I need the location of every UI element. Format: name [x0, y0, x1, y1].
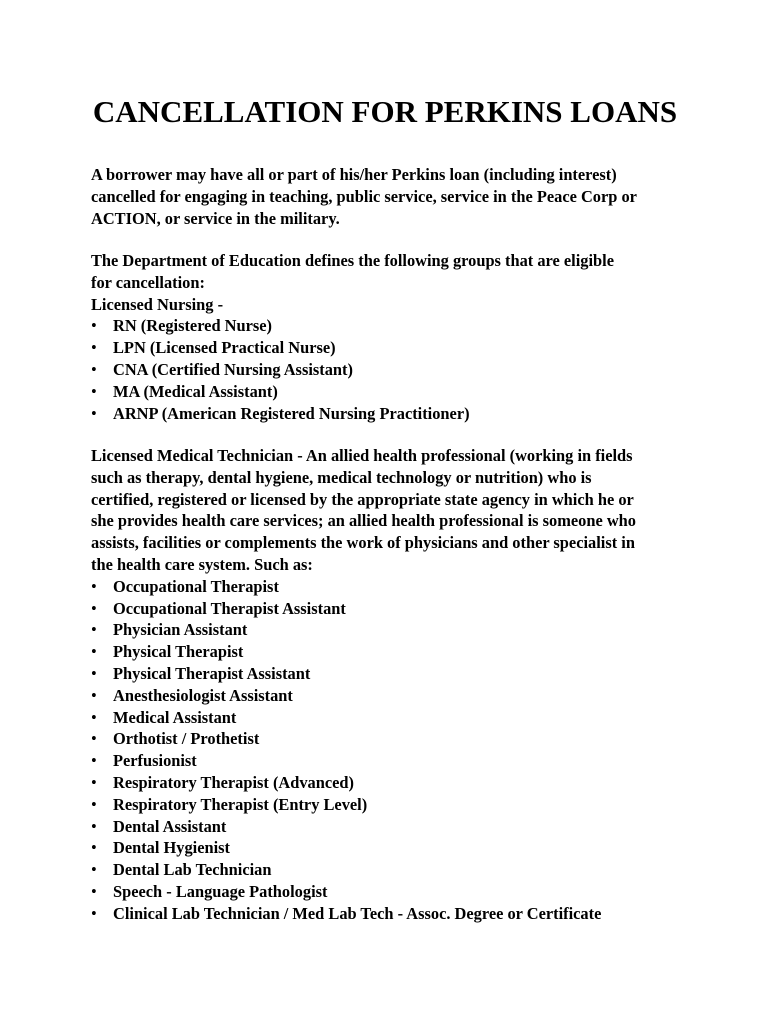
intro-paragraph — [91, 164, 691, 229]
list-item — [91, 315, 691, 337]
list-item-label: Anesthesiologist Assistant — [113, 685, 293, 705]
list-item — [91, 598, 691, 620]
list-item-label: Dental Hygienist — [113, 838, 231, 858]
list-item — [91, 837, 691, 859]
list-item — [91, 685, 691, 707]
intro-line: ACTION, or service in the military. — [91, 208, 340, 228]
page-title: CANCELLATION FOR PERKINS LOANS — [92, 94, 678, 129]
nursing-heading: Licensed Nursing - — [91, 294, 224, 314]
bullet-icon: • — [91, 860, 97, 880]
list-item-label: Perfusionist — [113, 751, 197, 771]
list-item-label: Medical Assistant — [113, 707, 237, 727]
list-item-label: RN (Registered Nurse) — [113, 316, 273, 336]
bullet-icon: • — [91, 685, 97, 705]
list-item-label: Physical Therapist — [113, 642, 244, 662]
list-item — [91, 772, 691, 794]
bullet-icon: • — [91, 642, 97, 662]
list-item-label: Speech - Language Pathologist — [113, 881, 328, 901]
list-item — [91, 359, 691, 381]
list-item — [91, 403, 691, 425]
tech-line: certified, registered or licensed by the appropriate state agency in which he or — [91, 489, 634, 509]
tech-line: such as therapy, dental hygiene, medical technology or nutrition) who is — [91, 467, 592, 487]
dept-line: for cancellation: — [91, 272, 205, 292]
bullet-icon: • — [91, 576, 97, 596]
list-item-label: Occupational Therapist — [113, 576, 279, 596]
list-item-label: Occupational Therapist Assistant — [113, 598, 346, 618]
list-item-label: Dental Lab Technician — [113, 860, 272, 880]
bullet-icon: • — [91, 729, 97, 749]
bullet-icon: • — [91, 338, 97, 358]
list-item — [91, 794, 691, 816]
bullet-icon: • — [91, 316, 97, 336]
eligibility-section — [91, 250, 691, 424]
list-item-label: MA (Medical Assistant) — [113, 381, 278, 401]
list-item — [91, 707, 691, 729]
bullet-icon: • — [91, 403, 97, 423]
intro-line: A borrower may have all or part of his/her Perkins loan (including interest) — [91, 165, 617, 184]
bullet-icon: • — [91, 620, 97, 640]
tech-line: Licensed Medical Technician - An allied health professional (working in fields — [91, 446, 633, 465]
list-item — [91, 576, 691, 598]
list-item — [91, 728, 691, 750]
list-item-label: LPN (Licensed Practical Nurse) — [113, 338, 336, 358]
list-item — [91, 816, 691, 838]
tech-line: assists, facilities or complements the work of physicians and other specialist in — [91, 533, 635, 553]
technician-list — [91, 576, 691, 925]
list-item-label: Physician Assistant — [113, 620, 248, 640]
list-item — [91, 881, 691, 903]
dept-line: The Department of Education defines the following groups that are eligible — [91, 251, 614, 270]
list-item — [91, 903, 691, 925]
bullet-icon: • — [91, 772, 97, 792]
list-item-label: Orthotist / Prothetist — [113, 729, 260, 749]
list-item — [91, 381, 691, 403]
list-item-label: CNA (Certified Nursing Assistant) — [113, 359, 353, 379]
list-item — [91, 619, 691, 641]
list-item — [91, 641, 691, 663]
list-item — [91, 750, 691, 772]
list-item-label: Physical Therapist Assistant — [113, 663, 311, 683]
bullet-icon: • — [91, 663, 97, 683]
list-item-label: Respiratory Therapist (Advanced) — [113, 772, 354, 792]
list-item-label: Respiratory Therapist (Entry Level) — [113, 794, 368, 814]
list-item — [91, 859, 691, 881]
bullet-icon: • — [91, 794, 97, 814]
list-item — [91, 663, 691, 685]
bullet-icon: • — [91, 381, 97, 401]
intro-line: cancelled for engaging in teaching, public service, service in the Peace Corp or — [91, 186, 637, 206]
list-item-label: Dental Assistant — [113, 816, 227, 836]
tech-line: the health care system. Such as: — [91, 554, 313, 574]
list-item-label: ARNP (American Registered Nursing Practitioner) — [113, 403, 470, 423]
medical-technician-section — [91, 445, 691, 925]
list-item-label: Clinical Lab Technician / Med Lab Tech - Assoc. Degree or Certificate — [113, 903, 602, 923]
bullet-icon: • — [91, 816, 97, 836]
bullet-icon: • — [91, 359, 97, 379]
bullet-icon: • — [91, 881, 97, 901]
tech-line: she provides health care services; an allied health professional is someone who — [91, 511, 636, 531]
bullet-icon: • — [91, 751, 97, 771]
bullet-icon: • — [91, 707, 97, 727]
bullet-icon: • — [91, 903, 97, 923]
nursing-list — [91, 315, 691, 424]
list-item — [91, 337, 691, 359]
bullet-icon: • — [91, 598, 97, 618]
bullet-icon: • — [91, 838, 97, 858]
